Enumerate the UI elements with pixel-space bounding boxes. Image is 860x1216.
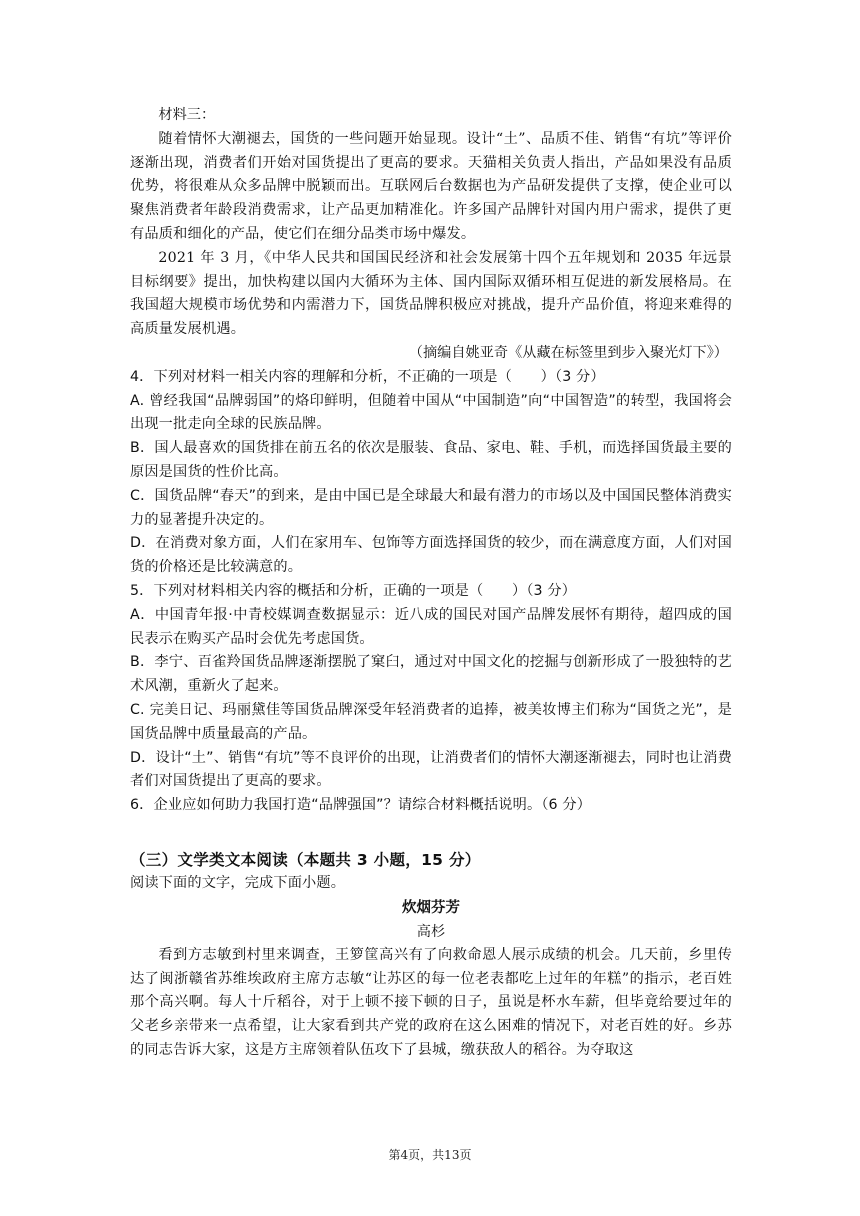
story-paragraph-1: 看到方志敏到村里来调查，王箩筐高兴有了向救命恩人展示成绩的机会。几天前，乡里传达了闽浙赣省苏维埃政府主席方志敏“让苏区的每一位老表都吃上过年的年糕”的指示，老百姓那个高兴啊。每人十斤稻谷，对于上顿不接下顿的日子，虽说是杯水车薪，但毕竟给要过年的父老乡亲带来一点希望，让大家看到共产党的政府在这么困难的情况下，对老百姓的好。乡苏的同志告诉大家，这是方主席领着队伍攻下了县城，缴获敌人的稻谷。为夺取这 bbox=[130, 946, 732, 1058]
material3-paragraph-2: 2021 年 3 月，《中华人民共和国国民经济和社会发展第十四个五年规划和 2035 年远景目标纲要》提出，加快构建以国内大循环为主体、国内国际双循环相互促进的新发展格局。在我国超大规模市场优势和内需潜力下，国货品牌积极应对挑战，提升产品价值，将迎来难得的高质量发展机遇。 bbox=[130, 249, 732, 338]
option-c: C. 完美日记、玛丽黛佳等国货品牌深受年轻消费者的追捧，被美妆博主们称为“国货之光”，是国货品牌中质量最高的产品。 bbox=[130, 701, 732, 742]
option-a: A．中国青年报·中青校媒调查数据显示：近八成的国民对国产品牌发展怀有期待，超四成的国民表示在购买产品时会优先考虑国货。 bbox=[130, 606, 732, 647]
question-5 bbox=[130, 580, 732, 794]
page-content bbox=[130, 104, 732, 1063]
material3-paragraph-1: 随着情怀大潮褪去，国货的一些问题开始显现。设计“土”、品质不佳、销售“有坑”等评价逐渐出现，消费者们开始对国货提出了更高的要求。天猫相关负责人指出，产品如果没有品质优势，将很难从众多品牌中脱颖而出。互联网后台数据也为产品研发提供了支撑，使企业可以聚焦消费者年龄段消费需求，让产品更加精准化。许多国产品牌针对国内用户需求，提供了更有品质和细化的产品，使它们在细分品类市场中爆发。 bbox=[130, 130, 732, 242]
option-d: D．在消费对象方面，人们在家用车、包饰等方面选择国货的较少，而在满意度方面，人们对国货的价格还是比较满意的。 bbox=[130, 535, 732, 576]
material3-heading: 材料三： bbox=[158, 107, 216, 123]
option-a: A. 曾经我国“品牌弱国”的烙印鲜明，但随着中国从“中国制造”向“中国智造”的转型，我国将会出现一批走向全球的民族品牌。 bbox=[130, 392, 732, 433]
section-instruction: 阅读下面的文字，完成下面小题。 bbox=[130, 874, 346, 891]
question-stem: 6．企业应如何助力我国打造“品牌强国”？请综合材料概括说明。（6 分） bbox=[130, 797, 592, 814]
section-title: （三）文学类文本阅读（本题共 3 小题，15 分） bbox=[130, 850, 481, 869]
story-title: 炊烟芬芳 bbox=[402, 899, 460, 916]
option-b: B．李宁、百雀羚国货品牌逐渐摆脱了窠臼，通过对中国文化的挖掘与创新形成了一股独特的艺术风潮，重新火了起来。 bbox=[130, 654, 732, 695]
material3-source: （摘编自姚亚奇《从藏在标签里到步入聚光灯下》） bbox=[408, 344, 728, 361]
question-stem: 5．下列对材料相关内容的概括和分析，正确的一项是（ ）（3 分） bbox=[130, 582, 577, 599]
question-6 bbox=[130, 794, 732, 818]
story-author: 高杉 bbox=[416, 923, 446, 940]
page-footer: 第4页，共13页 bbox=[388, 1148, 472, 1162]
question-stem: 4．下列对材料一相关内容的理解和分析，不正确的一项是（ ）（3 分） bbox=[130, 368, 605, 385]
option-c: C．国货品牌“春天”的到来，是由中国已是全球最大和最有潜力的市场以及中国国民整体消费实力的显著提升决定的。 bbox=[130, 487, 732, 528]
option-b: B．国人最喜欢的国货排在前五名的依次是服装、食品、家电、鞋、手机，而选择国货最主要的原因是国货的性价比高。 bbox=[130, 440, 732, 480]
option-d: D．设计“土”、销售“有坑”等不良评价的出现，让消费者们的情怀大潮逐渐褪去，同时也让消费者们对国货提出了更高的要求。 bbox=[130, 749, 732, 790]
question-4 bbox=[130, 366, 732, 580]
